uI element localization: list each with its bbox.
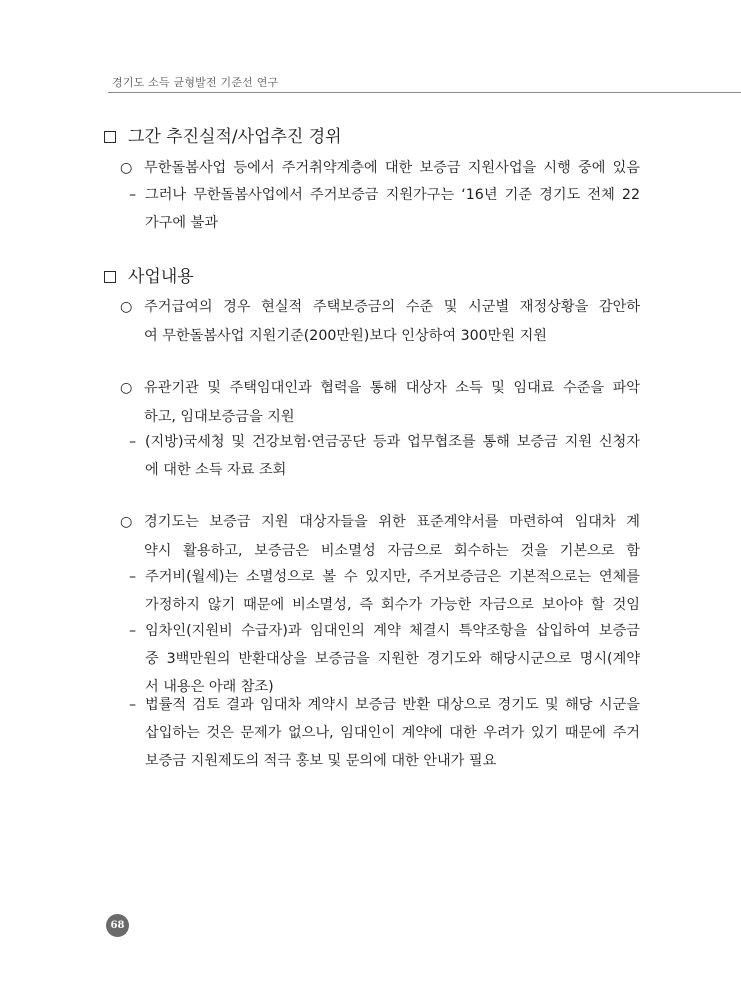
sub-line: (지방)국세청 및 건강보험·연금공단 등과 업무협조를 통해 보증금 지원 신청자 [145, 434, 640, 450]
dash-bullet-icon: – [129, 623, 137, 639]
sub-line: 삽입하는 것은 문제가 없으나, 임대인이 계약에 대한 우려가 있기 때문에 주거 [145, 725, 640, 741]
bullet-item [120, 154, 640, 183]
sub-item [129, 617, 640, 701]
sub-line: 그러나 무한돌봄사업에서 주거보증금 지원가구는 ‘16년 기준 경기도 전체 22 [145, 187, 640, 203]
bullet-line: 경기도는 보증금 지원 대상자들을 위한 표준계약서를 마련하여 임대차 계 [144, 514, 640, 530]
circle-bullet-icon: ○ [120, 514, 133, 530]
circle-bullet-icon: ○ [120, 380, 133, 396]
bullet-line: 약시 활용하고, 보증금은 비소멸성 자금으로 회수하는 것을 기본으로 함 [144, 543, 640, 559]
sub-line: 주거비(월세)는 소멸성으로 볼 수 있지만, 주거보증금은 기본적으로는 연체를 [145, 569, 640, 585]
bullet-item [120, 374, 640, 432]
sub-line: 보증금 지원제도의 적극 홍보 및 문의에 대한 안내가 필요 [145, 753, 497, 769]
sub-line: 중 3백만원의 반환대상을 보증금을 지원한 경기도와 해당시군으로 명시(계약 [145, 651, 640, 667]
bullet-line: 유관기관 및 주택임대인과 협력을 통해 대상자 소득 및 임대료 수준을 파악 [144, 380, 640, 396]
sub-item [129, 428, 640, 484]
sub-item [129, 181, 640, 237]
bullet-item [120, 508, 640, 566]
section-title-text: 그간 추진실적/사업추진 경위 [128, 127, 342, 147]
sub-item [129, 691, 640, 775]
dash-bullet-icon: – [129, 434, 137, 450]
running-header: 경기도 소득 균형발전 기준선 연구 [112, 76, 279, 89]
square-bullet-icon [104, 131, 116, 143]
dash-bullet-icon: – [129, 569, 137, 585]
page-number-badge: 68 [106, 914, 129, 937]
sub-line: 임차인(지원비 수급자)과 임대인의 계약 체결시 특약조항을 삽입하여 보증금 [145, 623, 640, 639]
sub-line: 가정하지 않기 때문에 비소멸성, 즉 회수가 가능한 자금으로 보아야 할 것임 [145, 597, 640, 613]
sub-line: 법률적 검토 결과 임대차 계약시 보증금 반환 대상으로 경기도 및 해당 시군을 [145, 697, 640, 713]
sub-line: 서 내용은 아래 참조) [145, 679, 274, 695]
sub-line: 가구에 불과 [145, 215, 219, 231]
bullet-line: 여 무한돌봄사업 지원기준(200만원)보다 인상하여 300만원 지원 [144, 328, 547, 344]
sub-line: 에 대한 소득 자료 조회 [145, 462, 287, 478]
bullet-line: 하고, 임대보증금을 지원 [144, 409, 295, 425]
bullet-line: 무한돌봄사업 등에서 주거취약계층에 대한 보증금 지원사업을 시행 중에 있음 [144, 160, 640, 176]
bullet-line: 주거급여의 경우 현실적 주택보증금의 수준 및 시군별 재정상황을 감안하 [144, 299, 640, 315]
bullet-item [120, 293, 640, 351]
section-title-text: 사업내용 [128, 267, 194, 287]
section-title-progress [104, 122, 342, 147]
dash-bullet-icon: – [129, 697, 137, 713]
circle-bullet-icon: ○ [120, 160, 133, 176]
dash-bullet-icon: – [129, 187, 137, 203]
square-bullet-icon [104, 271, 116, 283]
circle-bullet-icon: ○ [120, 299, 133, 315]
sub-item [129, 563, 640, 619]
section-title-content [104, 262, 194, 287]
header-rule [108, 92, 741, 93]
